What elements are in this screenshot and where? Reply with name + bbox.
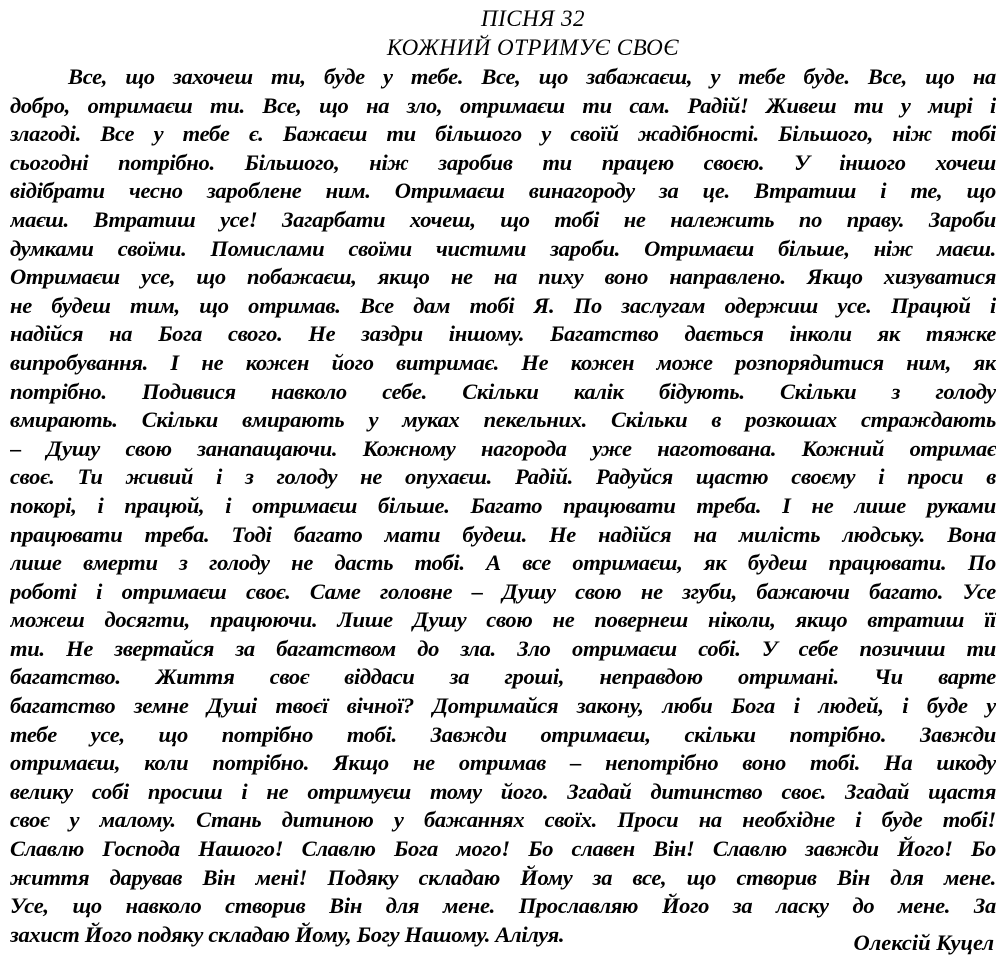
song-text	[10, 63, 996, 949]
text-line: можеш досягти, працюючи. Лише Душу свою не повернеш ніколи, якщо втратиш її	[10, 607, 996, 633]
text-line: потрібно. Подивися навколо себе. Скільки калік бідують. Скільки з голоду	[10, 378, 996, 404]
song-number: ПІСНЯ 32	[480, 6, 586, 31]
text-line: Отримаєш усе, що побажаєш, якщо не на пиху воно направлено. Якщо хизуватися	[10, 264, 996, 290]
text-line: велику собі просиш і не отримуєш тому його. Згадай дитинство своє. Згадай щастя	[10, 778, 996, 804]
text-line: покорі, і працюй, і отримаєш більше. Багато працювати треба. І не лише руками	[10, 492, 996, 518]
text-line: вмирають. Скільки вмирають у муках пекельних. Скільки в розкошах страждають	[10, 407, 996, 433]
text-line: отримаєш, коли потрібно. Якщо не отримав – непотрібно воно тобі. На шкоду	[10, 750, 996, 776]
text-line: Все, що захочеш ти, буде у тебе. Все, що забажаєш, у тебе буде. Все, що на	[68, 64, 996, 89]
text-line: працювати треба. Тоді багато мати будеш. Не надійся на милість людську. Вона	[10, 521, 996, 547]
text-line: відібрати чесно зароблене ним. Отримаєш винагороду за це. Втратиш і те, що	[10, 178, 996, 204]
text-line: – Душу свою занапащаючи. Кожному нагорода уже наготована. Кожний отримає	[10, 435, 996, 461]
text-line: багатство. Життя своє віддаси за гроші, неправдою отримані. Чи варте	[10, 664, 996, 690]
text-line: своє у малому. Стань дитиною у бажаннях своїх. Проси на необхідне і буде тобі!	[10, 807, 996, 833]
text-line: багатство земне Душі твоєї вічної? Дотримайся закону, люби Бога і людей, і буде у	[10, 693, 996, 719]
text-line: випробування. І не кожен його витримає. Не кожен може розпорядитися ним, як	[10, 349, 996, 375]
text-line: ти. Не звертайся за багатством до зла. Зло отримаєш собі. У себе позичиш ти	[10, 635, 996, 661]
text-line: життя дарував Він мені! Подяку складаю Йому за все, що створив Він для мене.	[10, 864, 996, 890]
text-line: сьогодні потрібно. Більшого, ніж заробив ти працею своєю. У іншого хочеш	[10, 149, 996, 175]
text-line: лише вмерти з голоду не дасть тобі. А все отримаєш, як будеш працювати. По	[10, 550, 996, 576]
text-line: злагоді. Все у тебе є. Бажаєш ти більшого у своїй жадібності. Більшого, ніж тобі	[10, 121, 996, 147]
text-line: захист Його подяку складаю Йому, Богу Нашому. Алілуя.	[10, 921, 565, 947]
text-line: надійся на Бога свого. Не заздри іншому. Багатство дається інколи як тяжке	[10, 321, 996, 347]
text-line: Славлю Господа Нашого! Славлю Бога мого! Бо славен Він! Славлю завжди Його! Бо	[10, 836, 996, 862]
text-line: думками своїми. Помислами своїми чистими зароби. Отримаєш більше, ніж маєш.	[10, 235, 996, 261]
text-line: не будеш тим, що отримав. Все дам тобі Я. По заслугам одержиш усе. Працюй і	[10, 292, 996, 318]
text-line: маєш. Втратиш усе! Загарбати хочеш, що тобі не належить по праву. Зароби	[10, 206, 996, 232]
author-signature: Олексій Куцел	[853, 930, 994, 955]
text-line: тебе усе, що потрібно тобі. Завжди отримаєш, скільки потрібно. Завжди	[10, 721, 996, 747]
song-name: КОЖНИЙ ОТРИМУЄ СВОЄ	[386, 35, 680, 60]
text-line: роботі і отримаєш своє. Саме головне – Душу свою не згуби, бажаючи багато. Усе	[10, 578, 996, 604]
text-line: своє. Ти живий і з голоду не опухаєш. Радій. Радуйся щастю своєму і проси в	[10, 464, 996, 490]
text-line: Усе, що навколо створив Він для мене. Прославляю Його за ласку до мене. За	[10, 893, 996, 919]
text-line: добро, отримаєш ти. Все, що на зло, отримаєш ти сам. Радій! Живеш ти у мирі і	[10, 92, 996, 118]
